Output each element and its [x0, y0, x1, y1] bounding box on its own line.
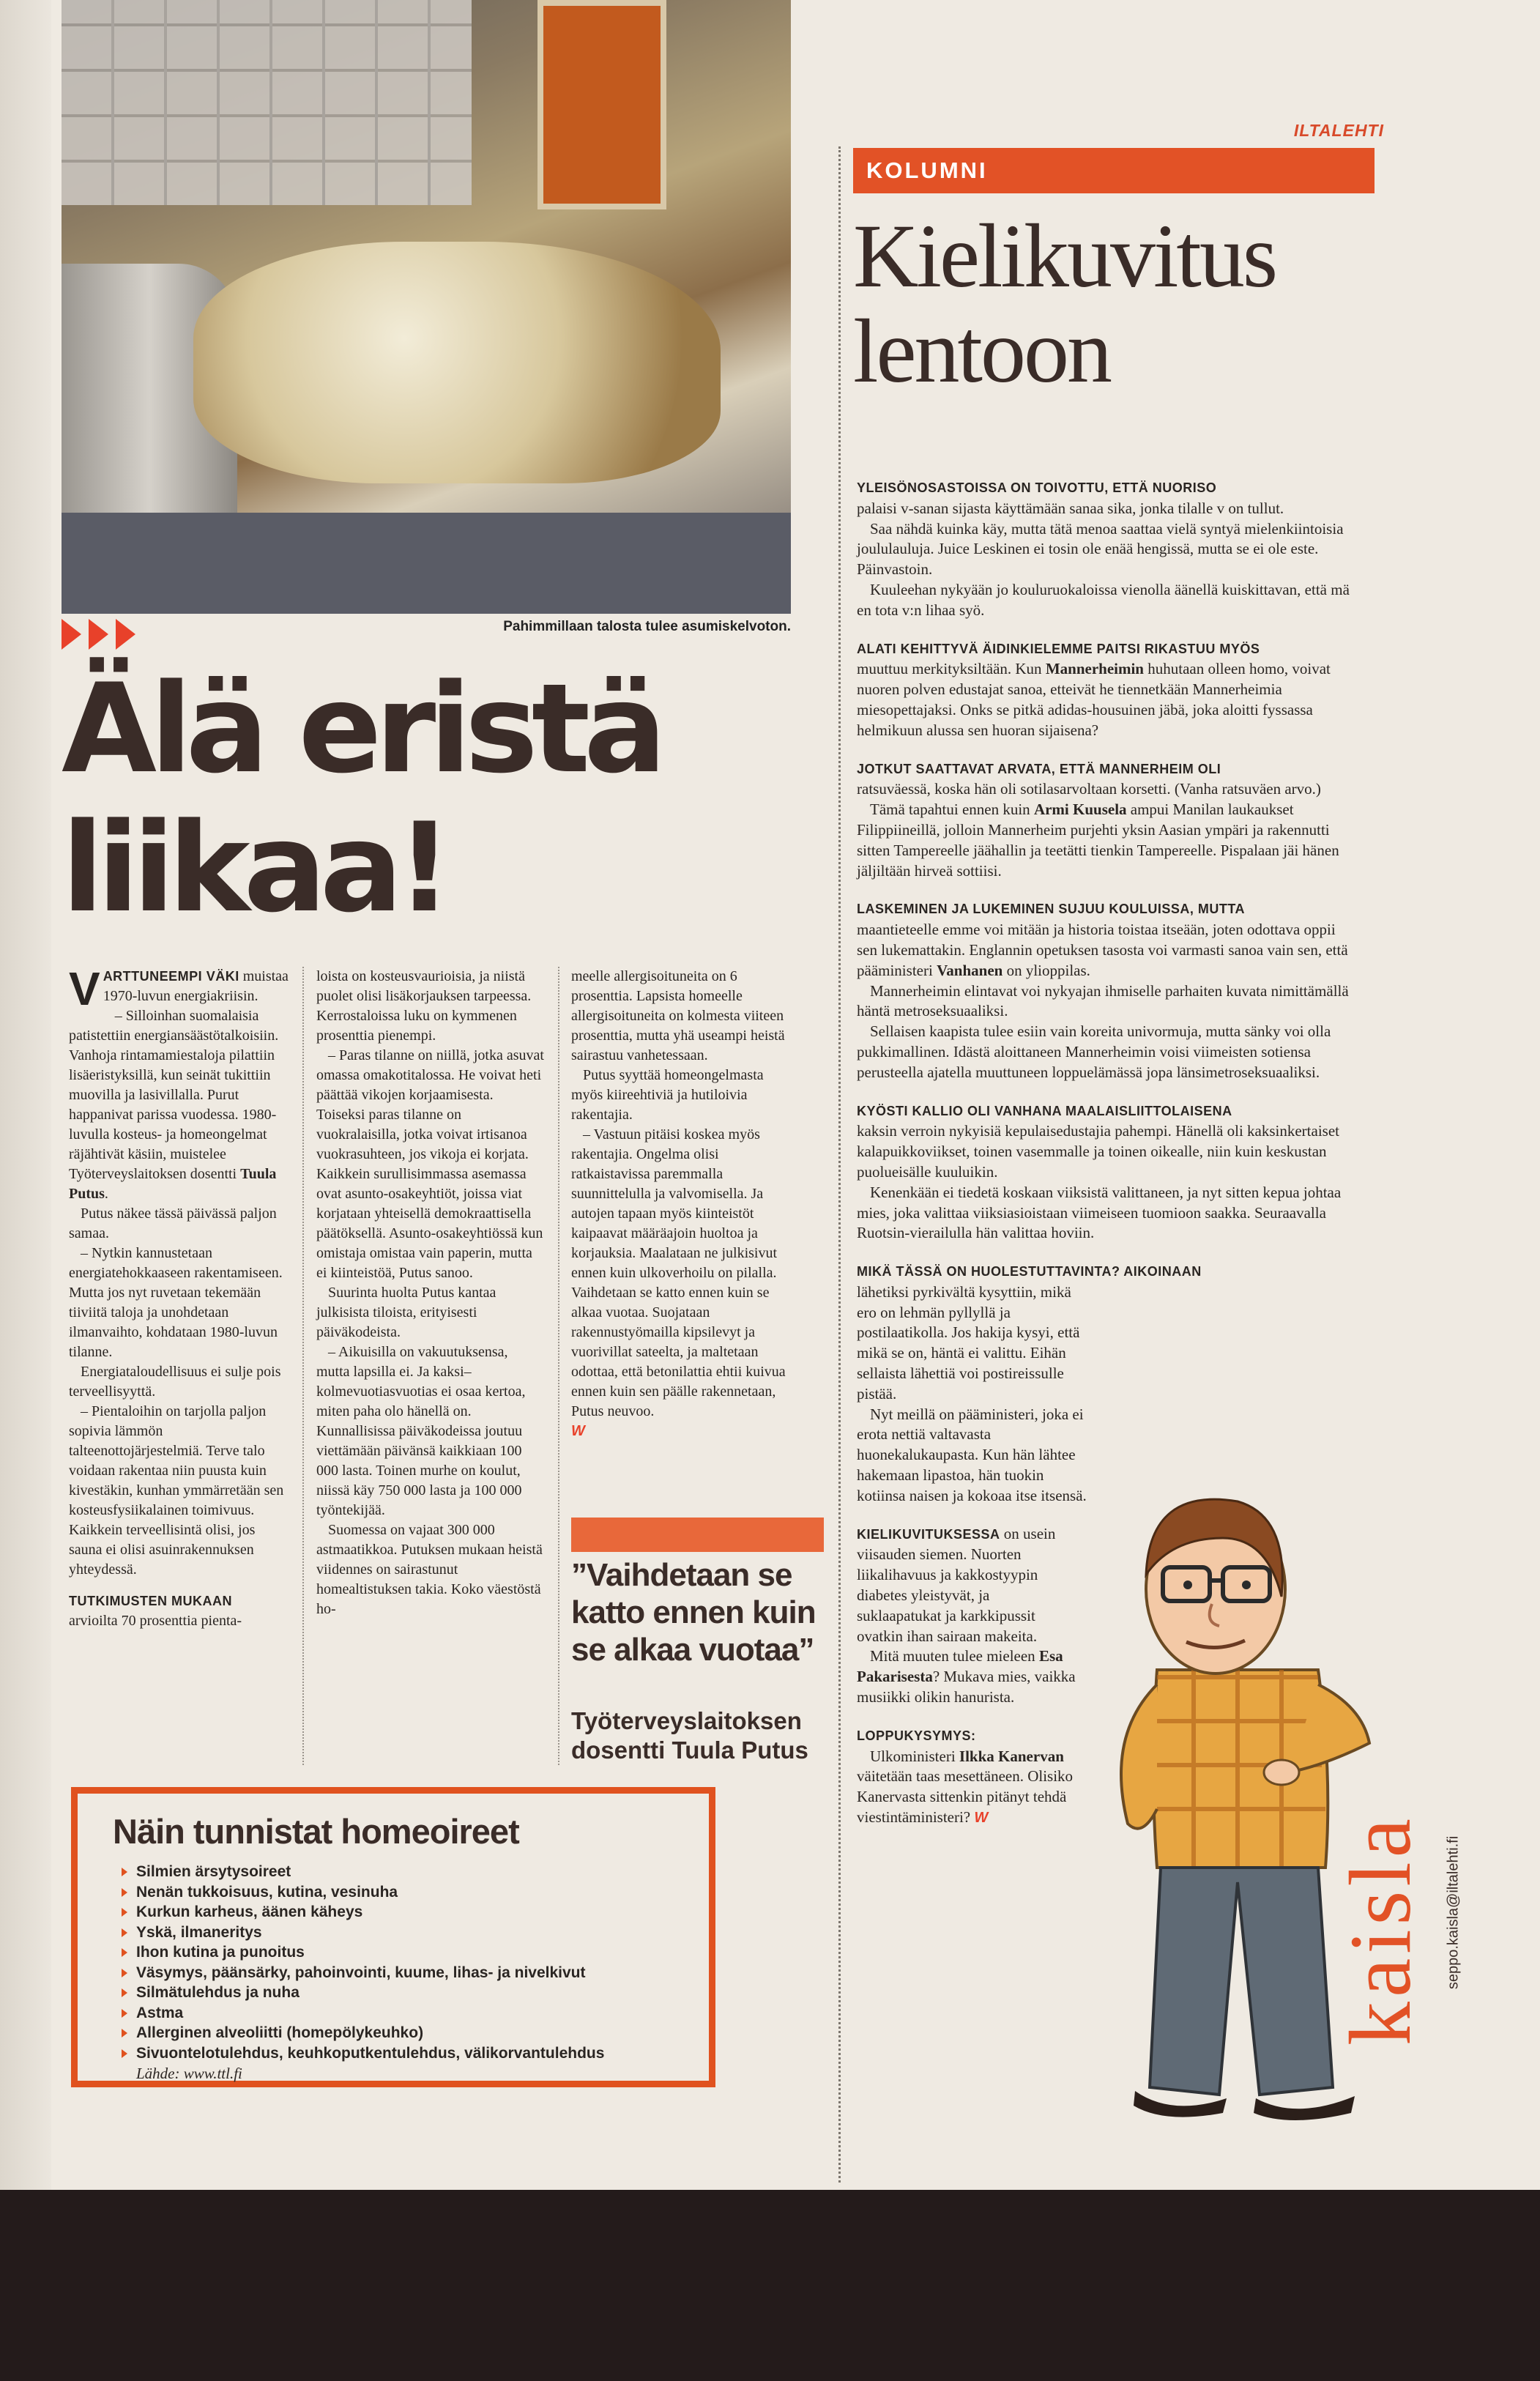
page-divider	[838, 146, 841, 2183]
paragraph-lead: YLEISÖNOSASTOISSA ON TOIVOTTU, ETTÄ NUORISO	[857, 480, 1217, 495]
bullet-arrow-icon	[122, 1969, 127, 1977]
symptom-item: Väsymys, päänsärky, pahoinvointi, kuume, lihas- ja nivelkivut	[136, 1963, 680, 1983]
symptom-item: Silmätulehdus ja nuha	[136, 1983, 680, 2003]
bullet-arrow-icon	[122, 1928, 127, 1937]
paragraph-lead: KYÖSTI KALLIO OLI VANHANA MAALAISLIITTOLAISENA	[857, 1103, 1232, 1118]
pull-quote-attribution: Työterveyslaitoksen dosentti Tuula Putus	[571, 1707, 808, 1764]
column-divider	[302, 967, 304, 1765]
paragraph-lead: JOTKUT SAATTAVAT ARVATA, ETTÄ MANNERHEIM OLI	[857, 761, 1221, 776]
person-name: Tuula Putus	[69, 1166, 277, 1202]
bullet-arrow-icon	[122, 2009, 127, 2018]
paragraph-lead: KIELIKUVITUKSESSA	[857, 1526, 1000, 1542]
symptom-item: Astma	[136, 2003, 680, 2024]
symptom-item: Yskä, ilmaneritys	[136, 1923, 680, 1943]
symptom-item: Allerginen alveoliitti (homepölykeuhko)	[136, 2023, 680, 2043]
author-signature	[1325, 1736, 1435, 2146]
headline-line-1: Älä eristä	[62, 657, 661, 801]
symptom-item: Nenän tukkoisuus, kutina, vesinuha	[136, 1882, 680, 1903]
paragraph-lead: LOPPUKYSYMYS:	[857, 1728, 976, 1743]
subheading: TUTKIMUSTEN MUKAAN	[69, 1594, 232, 1608]
symptom-item: Sivuontelotulehdus, keuhkoputkentulehdus, välikorvantulehdus	[136, 2043, 680, 2064]
symptom-item: Silmien ärsytysoireet	[136, 1862, 680, 1882]
article-column-1: VARTTUNEEMPI VÄKI muistaa 1970-luvun energiakriisin. – Silloinhan suomalaisia patistettiin energiansäästötalkoisiin. Vanhoja rintamamiestaloja pilattiin lisäeristyksillä, kun seinät tukittiin muovilla ja lasivillalla. Purut happanivat parissa vuodessa. 1980-luvulla kosteus- ja homeongelmat räjähtivät käsiin, muistelee Työterveyslaitoksen dosentti Tuula Putus. Putus näkee tässä päivässä paljon samaa. – Nytkin kannustetaan energiatehokkaaseen rakentamiseen. Mutta jos nyt ruvetaan tekemään tiiviitä taloja ja unohdetaan ilmanvaihto, kohdataan 1980-luvun tilanne. Energiataloudellisuus ei sulje pois terveellisyyttä. – Pientaloihin on tarjolla paljon sopivia lämmön talteenottojärjestelmiä. Terve talo voidaan rakentaa niin puusta kuin kivestäkin, kunhan ymmärretään sen kosteusfysiikalainen toimivuus. Kaikkein terveellisintä olisi, jos sauna ei olisi asuinrakennuksen yhteydessä. TUTKIMUSTEN MUKAAN arvioilta 70 prosenttia pienta-	[69, 962, 289, 1629]
end-mark-icon: W	[571, 1423, 585, 1439]
section-label: KOLUMNI	[853, 148, 1375, 193]
paragraph-lead: ALATI KEHITTYVÄ ÄIDINKIELEMME PAITSI RIKASTUU MYÖS	[857, 641, 1260, 656]
bullet-arrow-icon	[122, 1868, 127, 1876]
article-column-2: loista on kosteusvaurioisia, ja niistä puolet olisi lisäkorjauksen tarpeessa. Kerrostaloissa luku on kymmenen prosenttia pienempi. – Paras tilanne on niillä, jotka asuvat omassa omakotitalossa. He voivat heti päättää vikojen korjaamisesta. Toiseksi paras tilanne on vuokralaisilla, jotka voivat irtisanoa vuokrasuhteen, jos vikoja ei korjata. Kaikkein surullisimmassa asemassa ovat asunto-osakeyhtiöt, joissa viat korjataan yhteisellä demokraattisella päätöksellä. Asunto-osakeyhtiössä kun omistaja omistaa vain paperin, mutta ei kiinteistöä, Putus sanoo. Suurinta huolta Putus kantaa julkisista tiloista, erityisesti päiväkodeista. – Aikuisilla on vakuutuksensa, mutta lapsilla ei. Ja kaksi–kolmevuotiasvuotias ei osaa kertoa, miten paha olo hänellä on. Kunnallisissa päiväkodeissa joutuu viettämään päivänsä kaikkiaan 100 000 lasta. Toinen murhe on koulut, niissä käy 750 000 lasta ja 100 000 työntekijää. Suomessa on vajaat 300 000 astmaatikkoa. Putuksen mukaan heistä viidennes on sairastunut homealtistuksen takia. Koko väestöstä ho-	[316, 968, 544, 1617]
paragraph-lead: MIKÄ TÄSSÄ ON HUOLESTUTTAVINTA? AIKOINAAN	[857, 1264, 1202, 1279]
symptoms-title: Näin tunnistat homeoireet	[113, 1812, 519, 1851]
bullet-arrow-icon	[122, 1948, 127, 1957]
drop-cap: V	[69, 962, 100, 1015]
brand-logo: ILTALEHTI	[1293, 121, 1384, 140]
arrow-icons	[62, 619, 135, 650]
bullet-arrow-icon	[122, 1888, 127, 1897]
paragraph-lead: LASKEMINEN JA LUKEMINEN SUJUU KOULUISSA, MUTTA	[857, 902, 1246, 917]
author-email: seppo.kaisla@iltalehti.fi	[1445, 1835, 1462, 1990]
adjacent-page-edge	[0, 0, 51, 2190]
symptom-item: Ihon kutina ja punoitus	[136, 1942, 680, 1963]
bullet-arrow-icon	[122, 1908, 127, 1917]
bullet-arrow-icon	[122, 2049, 127, 2058]
article-column-3: meelle allergisoituneita on 6 prosenttia. Lapsista homeelle allergisoituneita on kolmesta viiteen prosenttia, mutta yhä useampi heistä sairastuu vanhetessaan. Putus syyttää homeongelmasta myös kiireehtiviä ja hutiloivia rakentajia. – Vastuun pitäisi koskea myös rakentajia. Ongelma olisi ratkaistavissa paremmalla suunnittelulla ja valvomisella. Ja autojen tapaan myös kiinteistöt kaipaavat määräajoin huoltoa ja korjauksia. Maalataan ne julkisivut ennen kuin ulkoverhoilu on pilalla. Vaihdetaan se katto ennen kuin se alkaa vuotaa. Suojataan rakennustyömailla kipsilevyt ja vuorivillat sateelta, ja maltetaan odottaa, että betonilattia ehtii kuivua ennen kuin sen päälle rakennetaan, Putus neuvoo. W	[571, 968, 786, 1439]
photo-caption: Pahimmillaan talosta tulee asumiskelvoton.	[503, 619, 791, 634]
bullet-arrow-icon	[122, 2029, 127, 2038]
symptoms-box	[71, 1787, 715, 2087]
end-mark-icon: W	[974, 1810, 989, 1827]
background-surface	[0, 2190, 1540, 2381]
column-title: Kielikuvitus lentoon	[853, 206, 1276, 401]
author-name: kaisla	[1331, 1814, 1429, 2046]
symptoms-list	[107, 1862, 680, 2063]
quote-bar	[571, 1518, 824, 1552]
symptom-item: Kurkun karheus, äänen käheys	[136, 1902, 680, 1923]
article-photo	[62, 0, 791, 614]
column-divider	[558, 967, 559, 1765]
pull-quote: ”Vaihdetaan se katto ennen kuin se alkaa vuotaa”	[571, 1557, 816, 1668]
column-text: YLEISÖNOSASTOISSA ON TOIVOTTU, ETTÄ NUORISO palaisi v-sanan sijasta käyttämään sanaa sika, jonka tilalle v on tullut. Saa nähdä kuinka käy, mutta tätä menoa saattaa vielä syntyä mielenkiintoisia joululauluja. Juice Leskinen ei tosin ole enää hengissä, mutta se ei ole este. Päinvastoin. Kuuleehan nykyään jo kouluruokaloissa vienolla äänellä kuiskittavan, että mä en tota v:n lihaa syö. ALATI KEHITTYVÄ ÄIDINKIELEMME PAITSI RIKASTUU MYÖS muuttuu merkityksiltään. Kun Mannerheimin huhutaan olleen homo, voivat nuoren polven edustajat sanoa, etteivät he tiennetkään Mannerheimia miesopettajaksi. Onks se pitkä adidas-housuinen jäbä, joka aloitti fyssassa helmikuun alussa sen huoran sijaisena? JOTKUT SAATTAVAT ARVATA, ETTÄ MANNERHEIM OLI ratsuväessä, koska hän oli sotilasarvoltaan korsetti. (Vanha ratsuväen arvo.) Tämä tapahtui ennen kuin Armi Kuusela ampui Manilan laukaukset Filippiineillä, jolloin Mannerheim purjehti yksin Aasian ympäri ja rakennutti sitten Tampereelle jäähallin ja teetätti tienkin Tampereelle. Pispalaan jäi hänen jäljiltään hirveä sottiisi. LASKEMINEN JA LUKEMINEN SUJUU KOULUISSA, MUTTA maantieteelle emme voi mitään ja historia toistaa itseään, joten odottava oppii sen lukemattakin. Englannin opetuksen tasosta voi varmasti sanoa vain sen, että pääministeri Vanhanen on ylioppilas. Mannerheimin elintavat voi nykyajan ihmiselle parhaiten kuvata nimittämällä häntä metroseksuaaliksi. Sellaisen kaapista tulee esiin vain koreita univormuja, mutta sänky voi olla pukkimallinen. Idästä aloittaneen Mannerheimin voisi viimeisten sotiensa perusteella ajatella muuttuneen loppuelämässä jopa länsimetroseksuaaliksi. KYÖSTI KALLIO OLI VANHANA MAALAISLIITTOLAISENA kaksin verroin nykyisiä kepulaisedustajia pahempi. Hänellä oli kaksinkertaiset kalapuikkoviikset, toinen vasemmalle ja toinen oikealle, niin kuin keskustan puolueisälle kuuluikin. Kenenkään ei tiedetä koskaan viiksistä valittaneen, ja nyt sitten kepua johtaa mies, joka valittaa viiksiasioistaan viimeiseen tuomioon saakka. Seuraavalla Ruotsin-vierailulla hän valittaa hoviin. MIKÄ TÄSSÄ ON HUOLESTUTTAVINTA? AIKOINAAN lähetiksi pyrkivältä kysyttiin, mikä ero on lehmän pyllyllä ja postilaatikolla. Jos hakija kysyi, että mikä se on, häntä ei valittu. Eihän sellaista lähettiä voi postireissulle pistää. Nyt meillä on pääministeri, joka ei erota nettiä valtavasta huonekalukaupasta. Kun hän lähtee hakemaan lipastoa, hän tuokin kotiinsa naisen ja kokoaa itse itsensä. KIELIKUVITUKSESSA on usein viisauden siemen. Nuorten liikalihavuus ja kakkostyypin diabetes yleistyvät, ja suklaapatukat ja karkkipussit ovatkin ihan sairaan makeita. Mitä muuten tulee mieleen Esa Pakarisesta? Mukava mies, vaikka musiikki olikin hanurista. LOPPUKYSYMYS: Ulkoministeri Ilkka Kanervan väitetään taas mesettäneen. Olisiko Kanervasta sittenkin pitänyt tehdä viestintäministeri? W	[857, 480, 1350, 1827]
bullet-arrow-icon	[122, 1988, 127, 1997]
article-headline	[62, 657, 794, 940]
headline-line-2: liikaa!	[62, 796, 446, 940]
symptoms-source: Lähde: www.ttl.fi	[136, 2065, 242, 2082]
